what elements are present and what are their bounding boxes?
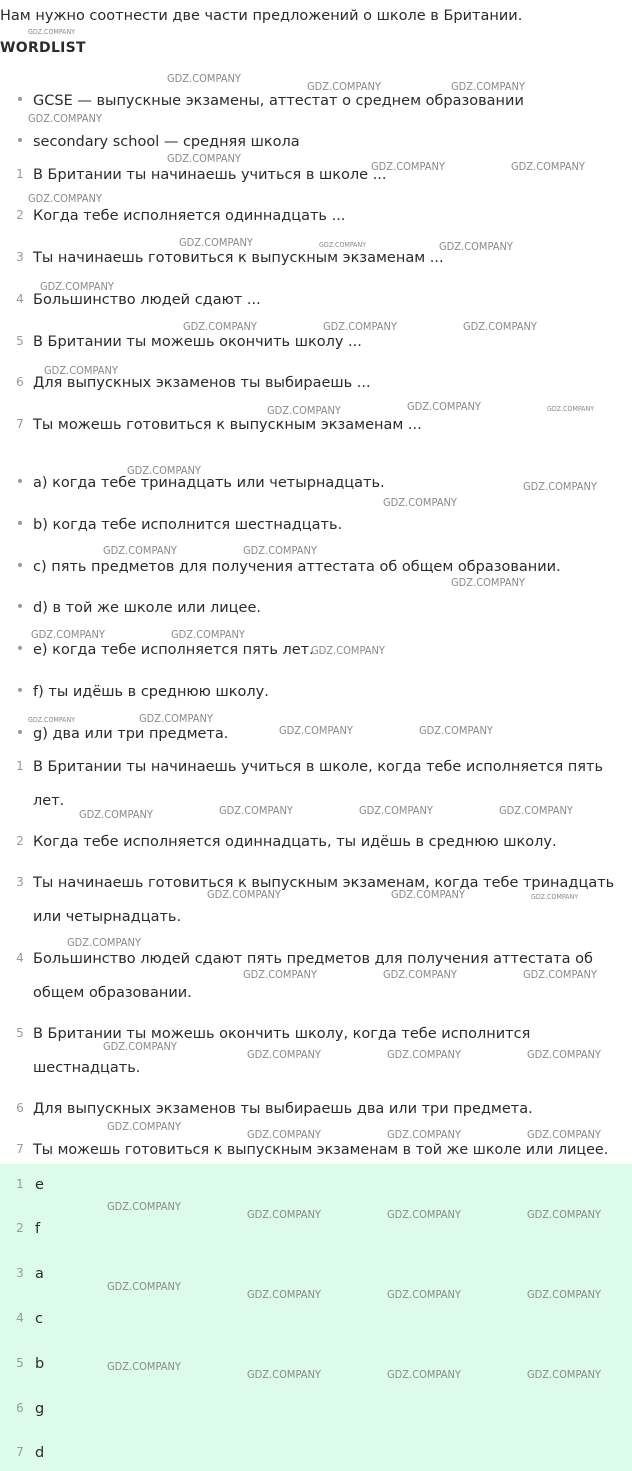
watermark: GDZ.COMPANY [387, 1128, 461, 1141]
watermark: GDZ.COMPANY [28, 192, 102, 205]
watermark: GDZ.COMPANY [511, 160, 585, 173]
sentence-number: 3 [16, 250, 24, 264]
watermark: GDZ.COMPANY [387, 1208, 461, 1221]
sentence-start-text: В Британии ты можешь окончить школу ... [33, 334, 362, 350]
answer-letter: f [35, 1221, 41, 1237]
sentence-number: 2 [16, 208, 24, 222]
watermark: GDZ.COMPANY [439, 240, 513, 253]
sentence-number: 6 [16, 1101, 24, 1115]
watermark: GDZ.COMPANY [279, 724, 353, 737]
watermark: GDZ.COMPANY [383, 968, 457, 981]
bullet-icon: • [15, 133, 25, 149]
watermark: GDZ.COMPANY [387, 1048, 461, 1061]
bullet-icon: • [15, 599, 25, 615]
answer-number: 2 [16, 1221, 24, 1235]
watermark: GDZ.COMPANY [247, 1288, 321, 1301]
watermark: GDZ.COMPANY [523, 480, 597, 493]
watermark: GDZ.COMPANY [359, 804, 433, 817]
full-sentence-text: Большинство людей сдают пять предметов для получения аттестата об общем образовании. [33, 951, 593, 1001]
watermark: GDZ.COMPANY [247, 1048, 321, 1061]
sentence-start-text: Ты начинаешь готовиться к выпускным экзаменам ... [33, 250, 444, 266]
watermark: GDZ.COMPANY [527, 1368, 601, 1381]
answer-number: 4 [16, 1311, 24, 1325]
watermark: GDZ.COMPANY [419, 724, 493, 737]
wordlist-heading: WORDLIST [0, 40, 86, 56]
watermark: GDZ.COMPANY [28, 112, 102, 125]
answer-number: 3 [16, 1266, 24, 1280]
sentence-start-text: В Британии ты начинаешь учиться в школе ... [33, 167, 387, 183]
watermark: GDZ.COMPANY [107, 1360, 181, 1373]
watermark: GDZ.COMPANY [383, 496, 457, 509]
sentence-number: 5 [16, 334, 24, 348]
watermark: GDZ.COMPANY [219, 804, 293, 817]
watermark: GDZ.COMPANY [103, 544, 177, 557]
full-sentence-text: В Британии ты можешь окончить школу, когда тебе исполнится шестнадцать. [33, 1026, 531, 1076]
watermark: GDZ.COMPANY [79, 808, 153, 821]
watermark: GDZ.COMPANY [451, 80, 525, 93]
bullet-icon: • [15, 641, 25, 657]
answer-letter: g [35, 1401, 45, 1417]
watermark: GDZ.COMPANY [139, 712, 213, 725]
watermark: GDZ.COMPANY [107, 1200, 181, 1213]
sentence-number: 1 [16, 759, 24, 773]
watermark: GDZ.COMPANY [387, 1368, 461, 1381]
sentence-number: 7 [16, 1142, 24, 1156]
watermark: GDZ.COMPANY [171, 628, 245, 641]
sentence-number: 1 [16, 167, 24, 181]
watermark: GDZ.COMPANY [499, 804, 573, 817]
watermark: GDZ.COMPANY [247, 1128, 321, 1141]
sentence-start-text: Ты можешь готовиться к выпускным экзаменам ... [33, 417, 422, 433]
full-sentence-text: Когда тебе исполняется одиннадцать, ты идёшь в среднюю школу. [33, 834, 557, 850]
answer-number: 1 [16, 1177, 24, 1191]
watermark: GDZ.COMPANY [243, 968, 317, 981]
answer-number: 6 [16, 1401, 24, 1415]
watermark: GDZ.COMPANY [391, 888, 465, 901]
watermark: GDZ.COMPANY [407, 400, 481, 413]
watermark: GDZ.COMPANY [107, 1120, 181, 1133]
watermark: GDZ.COMPANY [527, 1208, 601, 1221]
watermark: GDZ.COMPANY [527, 1288, 601, 1301]
watermark: GDZ.COMPANY [247, 1208, 321, 1221]
watermark: GDZ.COMPANY [531, 893, 579, 901]
watermark: GDZ.COMPANY [247, 1368, 321, 1381]
sentence-number: 6 [16, 375, 24, 389]
watermark: GDZ.COMPANY [183, 320, 257, 333]
watermark: GDZ.COMPANY [307, 80, 381, 93]
watermark: GDZ.COMPANY [311, 644, 385, 657]
watermark: GDZ.COMPANY [547, 405, 595, 413]
sentence-number: 4 [16, 951, 24, 965]
bullet-icon: • [15, 92, 25, 108]
answer-number: 5 [16, 1356, 24, 1370]
watermark: GDZ.COMPANY [167, 72, 241, 85]
watermark: GDZ.COMPANY [28, 28, 76, 36]
watermark: GDZ.COMPANY [451, 576, 525, 589]
answer-letter: a [35, 1266, 44, 1282]
full-sentence-text: В Британии ты начинаешь учиться в школе, когда тебе исполняется пять лет. [33, 759, 603, 809]
sentence-number: 7 [16, 417, 24, 431]
answer-letter: b [35, 1356, 45, 1372]
watermark: GDZ.COMPANY [44, 364, 118, 377]
watermark: GDZ.COMPANY [319, 241, 367, 249]
answer-letter: e [35, 1177, 44, 1193]
intro-text: Нам нужно соотнести две части предложений о школе в Британии. [0, 8, 523, 24]
watermark: GDZ.COMPANY [103, 1040, 177, 1053]
sentence-number: 4 [16, 292, 24, 306]
answer-number: 7 [16, 1445, 24, 1459]
watermark: GDZ.COMPANY [371, 160, 445, 173]
watermark: GDZ.COMPANY [387, 1288, 461, 1301]
full-sentence-text: Для выпускных экзаменов ты выбираешь два или три предмета. [33, 1101, 533, 1117]
sentence-number: 5 [16, 1026, 24, 1040]
sentence-start-text: Большинство людей сдают ... [33, 292, 261, 308]
watermark: GDZ.COMPANY [207, 888, 281, 901]
answer-letter: d [35, 1445, 45, 1461]
bullet-icon: • [15, 474, 25, 490]
bullet-icon: • [15, 516, 25, 532]
watermark: GDZ.COMPANY [40, 280, 114, 293]
watermark: GDZ.COMPANY [179, 236, 253, 249]
full-sentence-text: Ты можешь готовиться к выпускным экзаменам в той же школе или лицее. [33, 1142, 609, 1158]
full-sentence-text: Ты начинаешь готовиться к выпускным экзаменам, когда тебе тринадцать или четырнадцать. [33, 875, 615, 925]
bullet-icon: • [15, 558, 25, 574]
watermark: GDZ.COMPANY [523, 968, 597, 981]
watermark: GDZ.COMPANY [243, 544, 317, 557]
watermark: GDZ.COMPANY [323, 320, 397, 333]
sentence-number: 2 [16, 834, 24, 848]
watermark: GDZ.COMPANY [28, 716, 76, 724]
sentence-start-text: Для выпускных экзаменов ты выбираешь ... [33, 375, 371, 391]
watermark: GDZ.COMPANY [67, 936, 141, 949]
watermark: GDZ.COMPANY [463, 320, 537, 333]
bullet-icon: • [15, 683, 25, 699]
bullet-icon: • [15, 725, 25, 741]
answer-letter: c [35, 1311, 43, 1327]
watermark: GDZ.COMPANY [167, 152, 241, 165]
watermark: GDZ.COMPANY [527, 1048, 601, 1061]
watermark: GDZ.COMPANY [31, 628, 105, 641]
answer-key [0, 1164, 632, 1471]
watermark: GDZ.COMPANY [527, 1128, 601, 1141]
watermark: GDZ.COMPANY [267, 404, 341, 417]
watermark: GDZ.COMPANY [127, 464, 201, 477]
watermark: GDZ.COMPANY [107, 1280, 181, 1293]
sentence-number: 3 [16, 875, 24, 889]
sentence-start-text: Когда тебе исполняется одиннадцать ... [33, 208, 346, 224]
